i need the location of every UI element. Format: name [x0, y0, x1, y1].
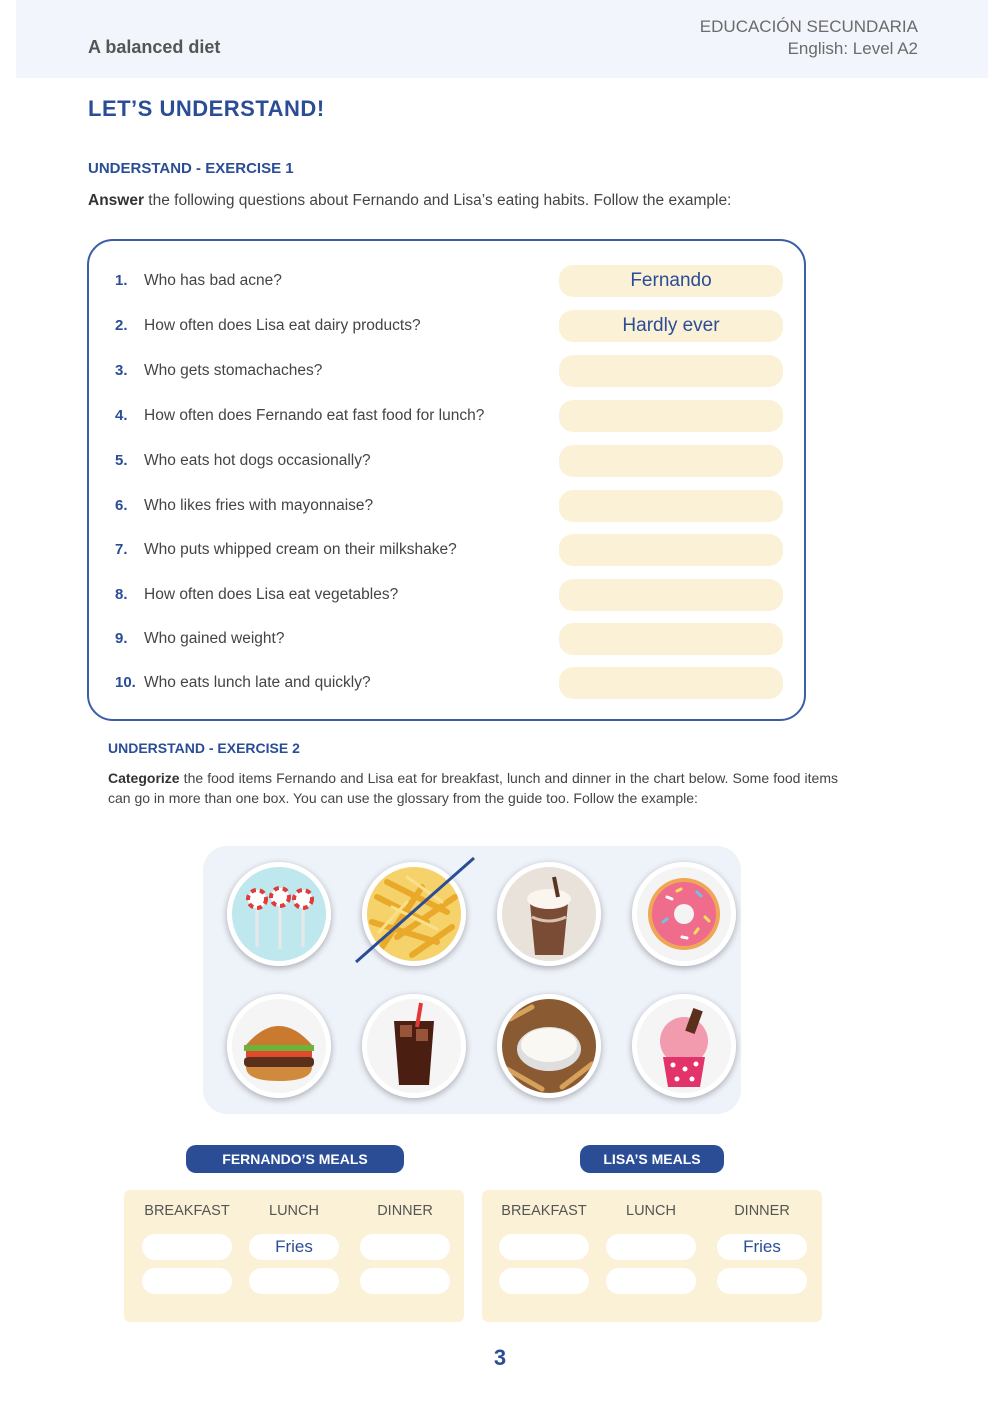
question-text: How often does Fernando eat fast food for lunch?	[144, 407, 485, 424]
lisa-meals-chart	[482, 1190, 822, 1322]
answer-field[interactable]	[559, 667, 783, 699]
course-level	[700, 16, 918, 60]
lisa-meals-label: LISA’S MEALS	[580, 1145, 724, 1173]
question-row	[115, 667, 785, 699]
exercise1-title: UNDERSTAND - EXERCISE 1	[88, 160, 294, 177]
page-number: 3	[493, 1345, 507, 1370]
question-row	[115, 623, 785, 655]
lisa-lunch-cell-1[interactable]	[606, 1234, 696, 1260]
answer-field[interactable]	[559, 579, 783, 611]
soda-icon	[367, 999, 461, 1093]
exercise1-instruction-verb: Answer	[88, 192, 144, 209]
burger-icon	[232, 999, 326, 1093]
fernando-lunch-cell-2[interactable]	[249, 1268, 339, 1294]
question-number: 2.	[115, 317, 128, 334]
answer-field[interactable]	[559, 623, 783, 655]
fernando-breakfast-cell-1[interactable]	[142, 1234, 232, 1260]
soda-image[interactable]	[362, 994, 466, 1098]
fernando-meals-label: FERNANDO’S MEALS	[186, 1145, 404, 1173]
fernando-dinner-cell-1[interactable]	[360, 1234, 450, 1260]
question-text: How often does Lisa eat dairy products?	[144, 317, 421, 334]
food-gallery	[203, 846, 741, 1114]
question-row	[115, 490, 785, 522]
question-number: 8.	[115, 586, 128, 603]
section-title: LET’S UNDERSTAND!	[88, 96, 325, 121]
questions-box	[87, 239, 806, 721]
ice-cream-image[interactable]	[632, 994, 736, 1098]
question-text: Who eats lunch late and quickly?	[144, 674, 371, 691]
lisa-breakfast-cell-2[interactable]	[499, 1268, 589, 1294]
course-level-line1: EDUCACIÓN SECUNDARIA	[699, 17, 918, 36]
fries-image[interactable]	[362, 862, 466, 966]
exercise2-instruction-verb: Categorize	[108, 770, 180, 786]
exercise2-instruction	[108, 768, 838, 808]
question-number: 6.	[115, 497, 128, 514]
column-header-breakfast: BREAKFAST	[501, 1203, 587, 1219]
exercise1-instruction-text: the following questions about Fernando and Lisa’s eating habits. Follow the example:	[144, 192, 732, 209]
answer-field[interactable]	[559, 534, 783, 566]
fernando-breakfast-cell-2[interactable]	[142, 1268, 232, 1294]
question-row	[115, 355, 785, 387]
lollipops-icon	[232, 867, 326, 961]
donut-image[interactable]	[632, 862, 736, 966]
fernando-meals-chart	[124, 1190, 464, 1322]
course-level-line2: English: Level A2	[787, 39, 918, 58]
question-number: 10.	[115, 674, 136, 691]
burger-image[interactable]	[227, 994, 331, 1098]
question-text: Who gained weight?	[144, 630, 285, 647]
milkshake-icon	[502, 867, 596, 961]
column-header-lunch: LUNCH	[626, 1203, 676, 1219]
question-row	[115, 445, 785, 477]
document-title: A balanced diet	[88, 37, 221, 57]
mayonnaise-icon	[502, 999, 596, 1093]
question-number: 5.	[115, 452, 128, 469]
question-text: Who gets stomachaches?	[144, 362, 323, 379]
exercise1-instruction	[88, 192, 731, 210]
question-row	[115, 310, 785, 342]
question-number: 9.	[115, 630, 128, 647]
answer-field[interactable]: Hardly ever	[559, 310, 783, 342]
donut-icon	[637, 867, 731, 961]
page-header	[16, 0, 988, 78]
fernando-lunch-cell-1[interactable]: Fries	[249, 1234, 339, 1260]
column-header-dinner: DINNER	[377, 1203, 433, 1219]
answer-field[interactable]	[559, 400, 783, 432]
question-row	[115, 534, 785, 566]
ice-cream-icon	[637, 999, 731, 1093]
question-text: Who puts whipped cream on their milkshake?	[144, 541, 457, 558]
column-header-lunch: LUNCH	[269, 1203, 319, 1219]
lisa-dinner-cell-2[interactable]	[717, 1268, 807, 1294]
answer-field[interactable]	[559, 355, 783, 387]
column-header-breakfast: BREAKFAST	[144, 1203, 230, 1219]
lollipops-image[interactable]	[227, 862, 331, 966]
exercise2-instruction-text: the food items Fernando and Lisa eat for breakfast, lunch and dinner in the chart below. Some food items can go in more than one box. You can use the glossary from the guide too. Follow the example:	[108, 770, 838, 806]
lisa-lunch-cell-2[interactable]	[606, 1268, 696, 1294]
exercise2-title: UNDERSTAND - EXERCISE 2	[108, 740, 300, 756]
answer-field[interactable]: Fernando	[559, 265, 783, 297]
fernando-dinner-cell-2[interactable]	[360, 1268, 450, 1294]
question-number: 4.	[115, 407, 128, 424]
question-number: 1.	[115, 272, 128, 289]
question-text: Who eats hot dogs occasionally?	[144, 452, 371, 469]
fries-icon	[367, 867, 461, 961]
lisa-breakfast-cell-1[interactable]	[499, 1234, 589, 1260]
lisa-dinner-cell-1[interactable]: Fries	[717, 1234, 807, 1260]
question-row	[115, 265, 785, 297]
milkshake-image[interactable]	[497, 862, 601, 966]
question-number: 7.	[115, 541, 128, 558]
column-header-dinner: DINNER	[734, 1203, 790, 1219]
mayonnaise-image[interactable]	[497, 994, 601, 1098]
answer-field[interactable]	[559, 490, 783, 522]
question-row	[115, 579, 785, 611]
question-row	[115, 400, 785, 432]
question-text: Who likes fries with mayonnaise?	[144, 497, 374, 514]
question-text: Who has bad acne?	[144, 272, 282, 289]
question-text: How often does Lisa eat vegetables?	[144, 586, 399, 603]
question-number: 3.	[115, 362, 128, 379]
answer-field[interactable]	[559, 445, 783, 477]
